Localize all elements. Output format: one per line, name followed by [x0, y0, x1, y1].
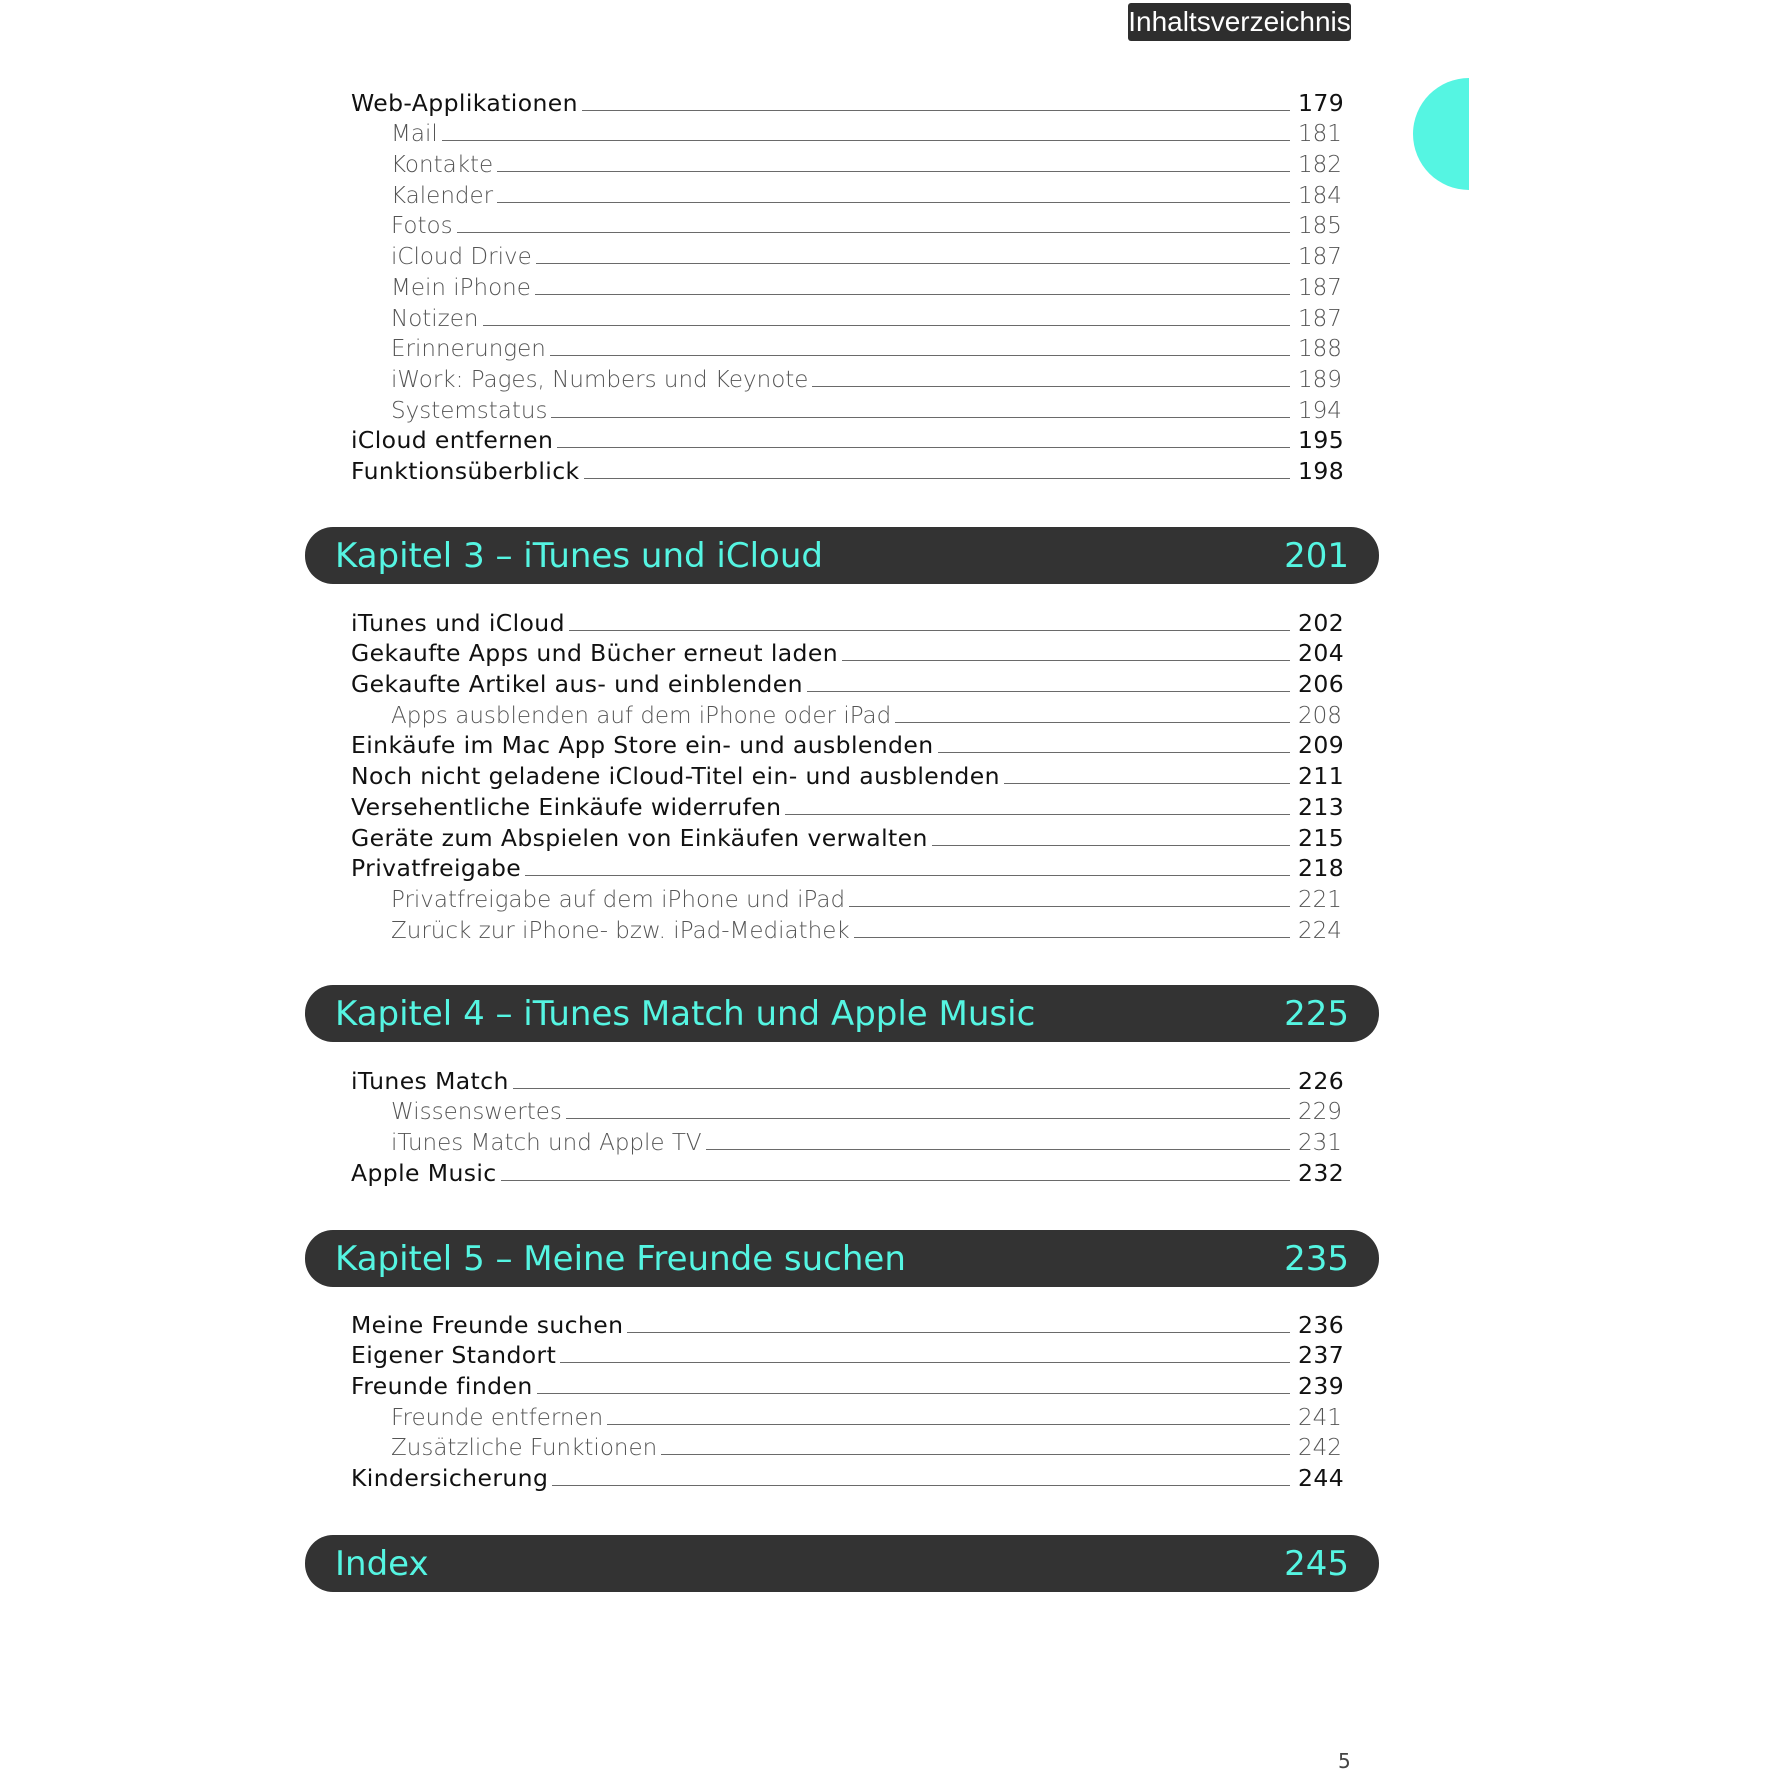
page-number: 5	[1338, 1749, 1351, 1773]
toc-leader-line	[513, 1088, 1290, 1089]
toc-entry-title: Freunde finden	[351, 1372, 533, 1401]
toc-group-chapter-4	[351, 1064, 1345, 1187]
toc-entry-page: 218	[1298, 854, 1345, 883]
toc-entry-title: Versehentliche Einkäufe widerrufen	[351, 792, 782, 821]
toc-leader-line	[569, 630, 1290, 631]
toc-entry[interactable]	[351, 606, 1345, 637]
toc-leader-line	[557, 447, 1290, 448]
chapter-heading-3[interactable]	[305, 527, 1379, 584]
toc-entry-page: 242	[1298, 1435, 1342, 1462]
toc-entry[interactable]	[351, 239, 1340, 270]
toc-entry[interactable]	[351, 86, 1345, 117]
running-header	[1128, 3, 1351, 41]
toc-entry[interactable]	[351, 913, 1340, 944]
toc-entry-page: 215	[1298, 823, 1345, 852]
toc-entry-title: Zusätzliche Funktionen	[391, 1435, 658, 1462]
toc-entry-page: 187	[1298, 274, 1342, 301]
chapter-heading-5[interactable]	[305, 1230, 1379, 1287]
toc-entry-page: 211	[1298, 762, 1345, 791]
toc-entry-page: 188	[1298, 336, 1342, 363]
toc-entry[interactable]	[351, 454, 1345, 485]
toc-entry-title: Systemstatus	[391, 397, 548, 424]
toc-entry-title: iWork: Pages, Numbers und Keynote	[391, 366, 809, 393]
toc-entry-page: 208	[1298, 702, 1342, 729]
chapter-title: Index	[335, 1543, 429, 1584]
toc-leader-line	[582, 110, 1290, 111]
toc-entry-title: Meine Freunde suchen	[351, 1310, 624, 1339]
toc-leader-line	[706, 1149, 1290, 1150]
toc-group-chapter-5	[351, 1308, 1345, 1493]
toc-entry-page: 182	[1298, 152, 1342, 179]
toc-entry-page: 202	[1298, 608, 1345, 637]
toc-entry[interactable]	[351, 332, 1340, 363]
toc-leader-line	[842, 660, 1290, 661]
toc-leader-line	[785, 814, 1290, 815]
toc-entry-title: Funktionsüberblick	[351, 456, 580, 485]
toc-entry[interactable]	[351, 301, 1340, 332]
toc-entry-page: 232	[1298, 1158, 1345, 1187]
toc-entry-page: 179	[1298, 88, 1345, 117]
toc-entry-title: Kontakte	[391, 152, 494, 179]
chapter-page: 235	[1284, 1238, 1349, 1279]
toc-entry-page: 189	[1298, 366, 1342, 393]
chapter-heading-index[interactable]	[305, 1535, 1379, 1592]
toc-entry[interactable]	[351, 209, 1340, 240]
toc-leader-line	[551, 417, 1290, 418]
toc-entry-title: Wissenswertes	[391, 1099, 562, 1126]
toc-leader-line	[525, 875, 1290, 876]
chapter-heading-4[interactable]	[305, 985, 1379, 1042]
chapter-title: Kapitel 3 – iTunes und iCloud	[335, 535, 823, 576]
toc-entry-title: Mail	[391, 121, 438, 148]
running-header-title: Inhaltsverzeichnis	[1128, 6, 1351, 37]
toc-entry-title: Gekaufte Artikel aus- und einblenden	[351, 670, 803, 699]
toc-leader-line	[661, 1454, 1290, 1455]
toc-leader-line	[566, 1118, 1290, 1119]
toc-entry-title: Noch nicht geladene iCloud-Titel ein- und ausblenden	[351, 762, 1000, 791]
toc-entry-title: Kindersicherung	[351, 1464, 549, 1493]
chapter-page: 201	[1284, 535, 1349, 576]
toc-leader-line	[607, 1424, 1290, 1425]
toc-entry-page: 231	[1298, 1130, 1342, 1157]
toc-entry[interactable]	[351, 362, 1340, 393]
toc-leader-line	[537, 1393, 1290, 1394]
toc-entry[interactable]	[351, 1064, 1345, 1095]
toc-entry-page: 226	[1298, 1066, 1345, 1095]
chapter-page: 245	[1284, 1543, 1349, 1584]
toc-entry[interactable]	[351, 1431, 1340, 1462]
toc-entry[interactable]	[351, 1400, 1340, 1431]
toc-entry-page: 187	[1298, 305, 1342, 332]
toc-leader-line	[584, 478, 1290, 479]
toc-leader-line	[483, 325, 1291, 326]
toc-entry-page: 213	[1298, 792, 1345, 821]
toc-entry[interactable]	[351, 821, 1345, 852]
toc-leader-line	[457, 232, 1290, 233]
toc-entry-title: Apple Music	[351, 1158, 497, 1187]
toc-entry-page: 195	[1298, 426, 1345, 455]
toc-entry-title: Privatfreigabe auf dem iPhone und iPad	[391, 886, 846, 913]
toc-group-chapter-3	[351, 606, 1345, 944]
toc-leader-line	[501, 1180, 1290, 1181]
toc-entry-title: iCloud Drive	[391, 244, 532, 271]
toc-leader-line	[1004, 783, 1290, 784]
chapter-title: Kapitel 5 – Meine Freunde suchen	[335, 1238, 906, 1279]
toc-entry-title: Eigener Standort	[351, 1341, 557, 1370]
toc-entry-title: Erinnerungen	[391, 336, 546, 363]
toc-entry-title: Kalender	[391, 182, 494, 209]
toc-entry-title: Fotos	[391, 213, 453, 240]
toc-entry[interactable]	[351, 637, 1345, 668]
toc-entry[interactable]	[351, 1125, 1340, 1156]
toc-entry[interactable]	[351, 1095, 1340, 1126]
toc-entry[interactable]	[351, 117, 1340, 148]
toc-leader-line	[497, 202, 1290, 203]
chapter-title: Kapitel 4 – iTunes Match und Apple Music	[335, 993, 1036, 1034]
toc-entry[interactable]	[351, 1156, 1345, 1187]
toc-entry-title: Web-Applikationen	[351, 88, 578, 117]
toc-entry-page: 224	[1298, 917, 1342, 944]
toc-entry-page: 236	[1298, 1310, 1345, 1339]
toc-leader-line	[895, 722, 1290, 723]
toc-leader-line	[627, 1332, 1290, 1333]
toc-entry-title: Apps ausblenden auf dem iPhone oder iPad	[391, 702, 892, 729]
chapter-thumb-tab	[1413, 78, 1469, 190]
toc-entry[interactable]	[351, 1369, 1345, 1401]
toc-leader-line	[849, 906, 1290, 907]
toc-entry-page: 209	[1298, 731, 1345, 760]
toc-leader-line	[497, 171, 1290, 172]
toc-entry-title: Einkäufe im Mac App Store ein- und ausblenden	[351, 731, 934, 760]
toc-leader-line	[807, 691, 1290, 692]
toc-entry[interactable]	[351, 790, 1345, 821]
toc-entry[interactable]	[351, 729, 1345, 760]
toc-entry-title: Gekaufte Apps und Bücher erneut laden	[351, 639, 839, 668]
toc-leader-line	[552, 1485, 1290, 1486]
toc-leader-line	[932, 845, 1290, 846]
toc-entry[interactable]	[351, 667, 1345, 699]
toc-entry-page: 206	[1298, 670, 1345, 699]
toc-entry-page: 194	[1298, 397, 1342, 424]
toc-leader-line	[560, 1362, 1290, 1363]
toc-entry-title: Privatfreigabe	[351, 854, 522, 883]
toc-leader-line	[812, 386, 1290, 387]
toc-entry-title: iCloud entfernen	[351, 426, 554, 455]
toc-entry[interactable]	[351, 698, 1340, 729]
toc-leader-line	[550, 355, 1290, 356]
toc-entry[interactable]	[351, 1461, 1345, 1493]
toc-entry[interactable]	[351, 393, 1340, 424]
toc-entry[interactable]	[351, 1308, 1345, 1339]
toc-entry-page: 241	[1298, 1404, 1342, 1431]
toc-entry-page: 237	[1298, 1341, 1345, 1370]
toc-entry-title: Freunde entfernen	[391, 1404, 604, 1431]
toc-entry[interactable]	[351, 270, 1340, 301]
toc-entry-page: 181	[1298, 121, 1342, 148]
toc-entry-page: 229	[1298, 1099, 1342, 1126]
toc-entry-title: Notizen	[391, 305, 479, 332]
toc-entry-page: 244	[1298, 1464, 1345, 1493]
toc-entry-page: 185	[1298, 213, 1342, 240]
chapter-page: 225	[1284, 993, 1349, 1034]
toc-entry-page: 204	[1298, 639, 1345, 668]
toc-entry[interactable]	[351, 178, 1340, 209]
toc-entry-title: iTunes Match	[351, 1066, 509, 1095]
toc-leader-line	[535, 294, 1290, 295]
toc-entry[interactable]	[351, 1339, 1345, 1370]
toc-entry-title: iTunes und iCloud	[351, 608, 565, 637]
toc-entry-title: Geräte zum Abspielen von Einkäufen verwalten	[351, 823, 928, 852]
toc-group-continuation	[351, 86, 1345, 485]
toc-leader-line	[442, 140, 1290, 141]
toc-entry-page: 187	[1298, 244, 1342, 271]
toc-entry-page: 184	[1298, 182, 1342, 209]
toc-entry[interactable]	[351, 147, 1340, 178]
toc-entry[interactable]	[351, 424, 1345, 455]
toc-entry-title: iTunes Match und Apple TV	[391, 1130, 702, 1157]
toc-entry-page: 221	[1298, 886, 1342, 913]
toc-entry[interactable]	[351, 852, 1345, 883]
toc-entry-page: 198	[1298, 456, 1345, 485]
toc-leader-line	[938, 752, 1291, 753]
toc-leader-line	[854, 937, 1290, 938]
toc-entry-title: Zurück zur iPhone- bzw. iPad-Mediathek	[391, 917, 850, 944]
toc-entry[interactable]	[351, 759, 1345, 791]
toc-entry[interactable]	[351, 882, 1340, 913]
toc-entry-title: Mein iPhone	[391, 274, 531, 301]
toc-leader-line	[536, 263, 1290, 264]
toc-entry-page: 239	[1298, 1372, 1345, 1401]
